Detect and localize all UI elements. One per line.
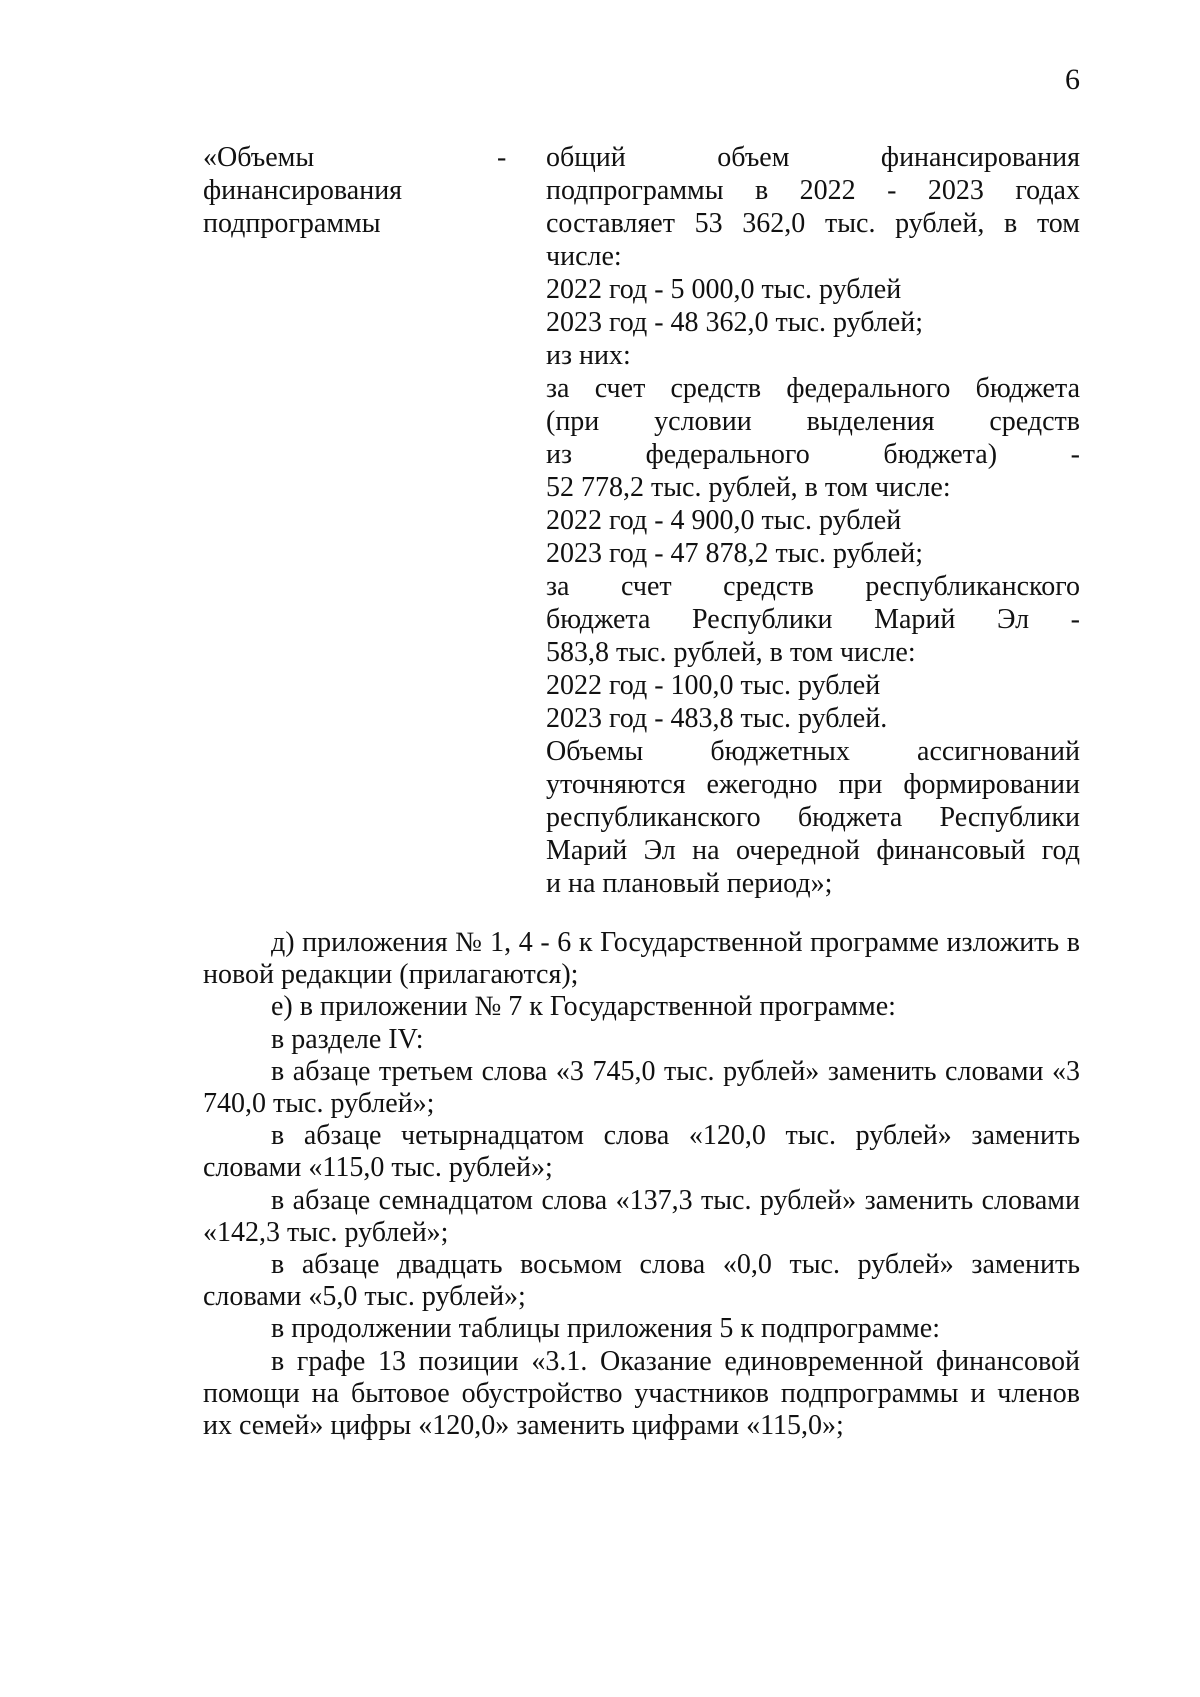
funding-value-line: за счет средств республиканского (546, 571, 1080, 602)
funding-value-line: составляет 53 362,0 тыс. рублей, в том (546, 208, 1080, 239)
funding-value-line: уточняются ежегодно при формировании (546, 769, 1080, 800)
funding-value-line: за счет средств федерального бюджета (546, 373, 1080, 404)
funding-value-line: республиканского бюджета Республики (546, 802, 1080, 833)
funding-dash: - (497, 142, 507, 173)
amendment-paragraph: в абзаце двадцать восьмом слова «0,0 тыс. рублей» заменить словами «5,0 тыс. рублей»; (203, 1249, 1080, 1313)
funding-value-line: и на плановый период»; (546, 868, 833, 899)
funding-value-line: 2023 год - 483,8 тыс. рублей. (546, 703, 888, 734)
funding-value-line: 2023 год - 47 878,2 тыс. рублей; (546, 538, 924, 569)
funding-value-line: 52 778,2 тыс. рублей, в том числе: (546, 472, 951, 503)
page-number: 6 (1065, 63, 1080, 96)
funding-value-line: Марий Эл на очередной финансовый год (546, 835, 1080, 866)
amendment-paragraph: в абзаце четырнадцатом слова «120,0 тыс. рублей» заменить словами «115,0 тыс. рублей»; (203, 1120, 1080, 1184)
funding-label-line: финансирования (203, 175, 403, 206)
funding-label-line: «Объемы (203, 142, 315, 173)
funding-value-line: подпрограммы в 2022 - 2023 годах (546, 175, 1080, 206)
funding-value-line: бюджета Республики Марий Эл - (546, 604, 1080, 635)
funding-value (546, 141, 1080, 900)
funding-value-line: Объемы бюджетных ассигнований (546, 736, 1080, 767)
funding-value-line: (при условии выделения средств (546, 406, 1080, 437)
amendment-paragraph: е) в приложении № 7 к Государственной программе: (271, 991, 896, 1023)
funding-value-line: общий объем финансирования (546, 142, 1080, 173)
funding-value-line: 2023 год - 48 362,0 тыс. рублей; (546, 307, 924, 338)
amendment-paragraph: в графе 13 позиции «3.1. Оказание единовременной финансовой помощи на бытовое обустройство участников подпрограммы и членов их семей» цифры «120,0» заменить цифрами «115,0»; (203, 1345, 1080, 1442)
amendment-paragraph: в абзаце семнадцатом слова «137,3 тыс. рублей» заменить словами «142,3 тыс. рублей»; (203, 1184, 1080, 1248)
amendment-paragraph: д) приложения № 1, 4 - 6 к Государственной программе изложить в новой редакции (прилагаются); (203, 927, 1080, 991)
funding-label (203, 141, 453, 240)
funding-value-line: 583,8 тыс. рублей, в том числе: (546, 637, 916, 668)
funding-value-line: числе: (546, 241, 622, 272)
amendment-paragraph: в разделе IV: (271, 1023, 424, 1055)
amendment-paragraph: в продолжении таблицы приложения 5 к подпрограмме: (271, 1313, 940, 1345)
amendments (203, 927, 1080, 1442)
funding-value-line: из федерального бюджета) - (546, 439, 1080, 470)
funding-value-line: 2022 год - 4 900,0 тыс. рублей (546, 505, 902, 536)
funding-value-line: 2022 год - 5 000,0 тыс. рублей (546, 274, 902, 305)
funding-value-line: 2022 год - 100,0 тыс. рублей (546, 670, 881, 701)
amendment-paragraph: в абзаце третьем слова «3 745,0 тыс. рублей» заменить словами «3 740,0 тыс. рублей»; (203, 1055, 1080, 1120)
funding-value-line: из них: (546, 340, 631, 371)
funding-label-line: подпрограммы (203, 208, 381, 239)
